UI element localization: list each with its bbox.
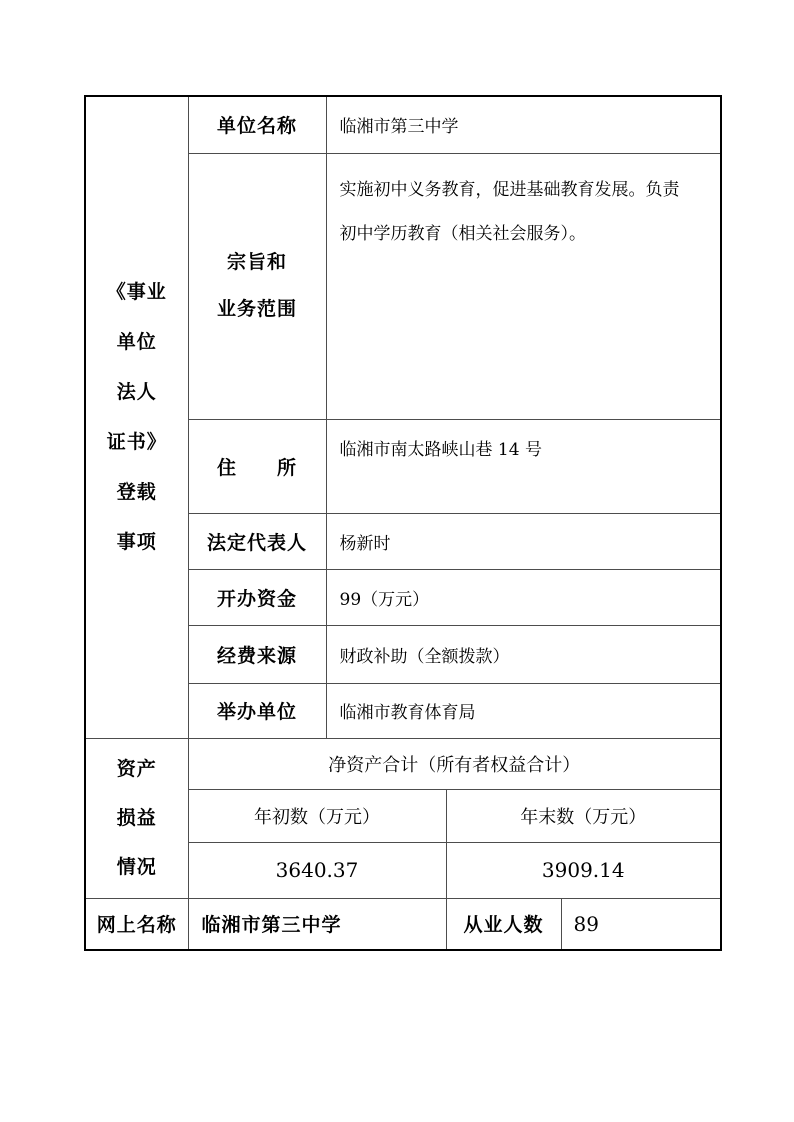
funding-label: 经费来源 [188,625,326,683]
asset-header-line: 资产 [116,757,157,780]
organizer-label: 举办单位 [188,683,326,738]
cert-header-line: 单位 [116,331,157,354]
capital-label: 开办资金 [188,569,326,625]
unit-name-value: 临湘市第三中学 [326,96,721,153]
purpose-value [326,153,721,419]
end-of-year-label: 年末数（万元） [446,789,721,842]
legal-rep-value: 杨新时 [326,513,721,569]
net-assets-title: 净资产合计（所有者权益合计） [188,738,721,789]
address-value: 临湘市南太路峡山巷 14 号 [326,419,721,513]
online-name-value: 临湘市第三中学 [188,898,446,950]
purpose-label-line: 业务范围 [216,298,297,320]
cert-header-line: 法人 [116,381,157,404]
legal-rep-label: 法定代表人 [188,513,326,569]
begin-of-year-label: 年初数（万元） [188,789,446,842]
registration-form-table [84,95,722,951]
asset-header-line: 损益 [116,806,157,829]
asset-header-line: 情况 [116,855,157,878]
purpose-value-line: 初中学历教育（相关社会服务）。 [339,223,586,244]
end-of-year-value: 3909.14 [446,842,721,898]
capital-value: 99（万元） [326,569,721,625]
cert-section-header [85,96,188,738]
begin-of-year-value: 3640.37 [188,842,446,898]
purpose-value-line: 实施初中义务教育，促进基础教育发展。负责 [339,179,680,200]
staff-count-label: 从业人数 [446,898,561,950]
unit-name-label: 单位名称 [188,96,326,153]
row-net-assets-title [85,738,721,789]
staff-count-value: 89 [561,898,721,950]
row-unit-name [85,96,721,153]
cert-header-line: 事项 [116,531,157,554]
address-label: 住 所 [188,419,326,513]
cert-header-line: 《事业 [106,281,167,304]
purpose-label [188,153,326,419]
funding-value: 财政补助（全额拨款） [326,625,721,683]
online-name-label: 网上名称 [85,898,188,950]
organizer-value: 临湘市教育体育局 [326,683,721,738]
purpose-label-line: 宗旨和 [226,251,287,273]
cert-header-line: 登载 [116,481,157,504]
asset-section-header [85,738,188,898]
row-online-name [85,898,721,950]
cert-header-line: 证书》 [106,431,167,454]
